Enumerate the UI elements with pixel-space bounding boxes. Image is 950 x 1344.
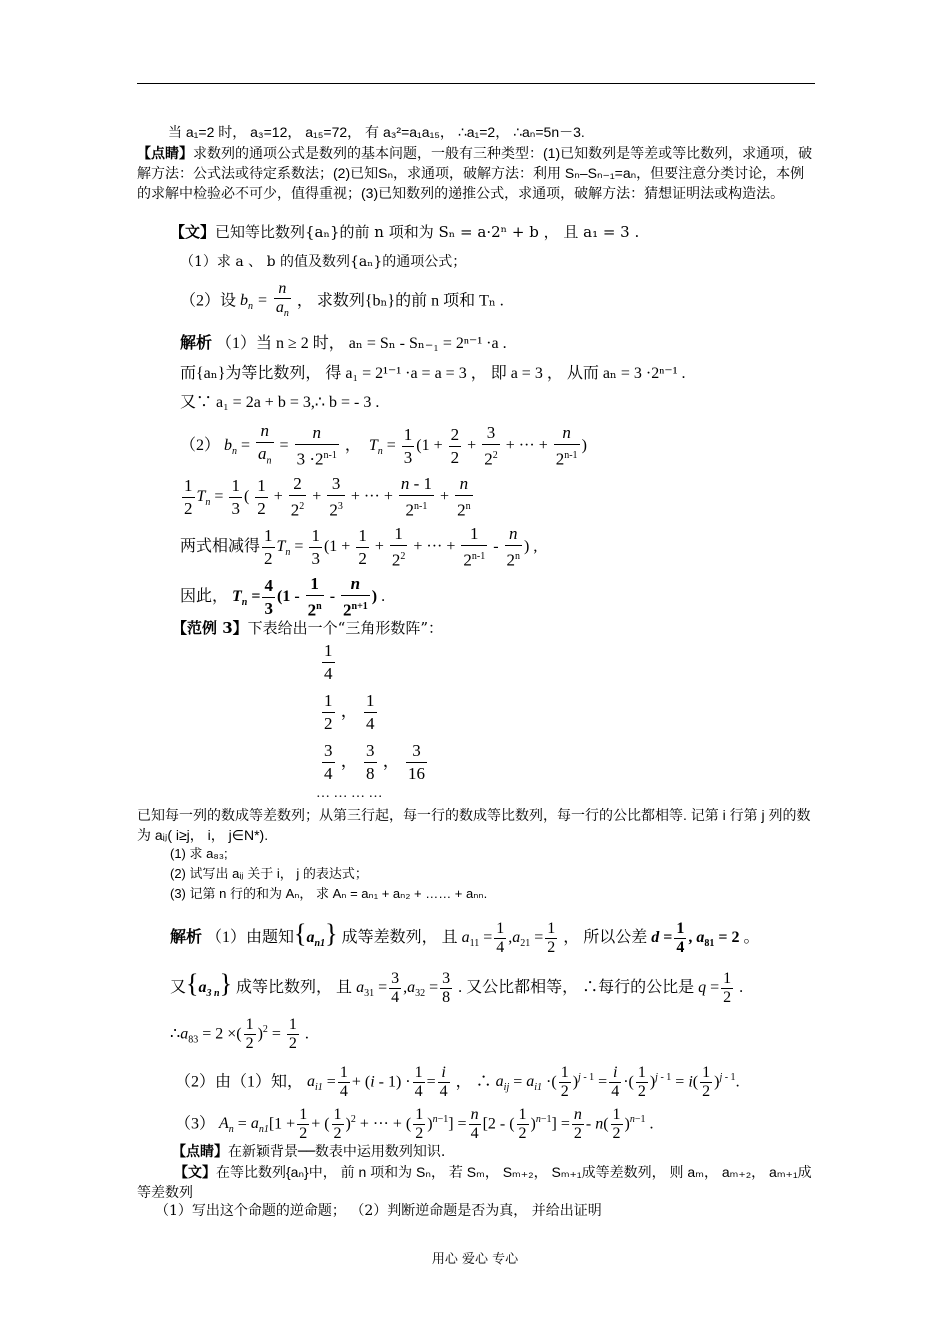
triangle-row-2: $\frac{1}{2}$ ， $\frac{1}{4}$ (324, 691, 375, 733)
triangle-row-1: $\frac{1}{4}$ (324, 641, 333, 683)
question-2 (180, 280, 860, 328)
t2-mid: 成等比数列， 且 (236, 979, 353, 996)
t4-prefix: （2）由（1）知， (175, 1073, 304, 1091)
step-7-result: 因此， $T_n$ = $\frac{4}{3}$ (1 - $\frac{1}{2^n}$ - $\frac{n}{2^{n+1}}$ ) . (180, 574, 386, 620)
note-paragraph-1 (137, 143, 817, 203)
analysis-2-line-3: $\therefore a_{83} = 2$ ×( $\frac{1}{2}$ )$^2$ = $\frac{1}{2}$ . (170, 1016, 309, 1053)
page-footer: 用心 爱心 专心 (431, 1252, 519, 1267)
analysis-2-line-4: （2）由（1）知， $a_{i1}$ = $\frac{1}{4}$ + (i - 1) · $\frac{1}{4}$ = $\frac{i}{4}$ ， ∴ $a_{ij} = a_{i1}$ ·( $\frac{1}{2}$ )$^{j - 1}$ = $\frac{i}{4}$ ·( $\frac{1}{2}$ )$^{j - 1}$ = i( $\frac{1}{2}$ )$^{j - 1}$. (175, 1064, 740, 1101)
analysis-1 (180, 334, 860, 354)
wen-tag: 【文】 (170, 223, 216, 241)
analysis-text: （1）当 n ≥ 2 时， aₙ = Sₙ - Sₙ₋₁ = 2ⁿ⁻¹ ·a . (216, 335, 507, 352)
fraction-n-over-an: $\frac{n}{a_n}$ (275, 280, 289, 320)
q2-prefix: （2）设 (180, 292, 237, 310)
step-6-prefix: 两式相减得 (180, 538, 261, 555)
step-6-subtract: 两式相减得 $\frac{1}{2}$ $T_n$ = $\frac{1}{3}$ (1 + $\frac{1}{2}$ + $\frac{1}{2^2}$ + ··· + $\frac{1}{2^{n-1}}$ - $\frac{n}{2^n}$ ) , (180, 524, 538, 570)
t1-suffix: ， 所以公差 (563, 929, 648, 946)
t1-prefix: （1）由题知 (206, 929, 295, 946)
step-4-prefix: （2） (180, 436, 221, 454)
analysis-2-line-2: 又$\{a_{3 n}\}$ 成等比数列， 且 $a_{31}$ = $\frac{3}{4}$ $,a_{32}$ = $\frac{3}{8}$ . 又公比都相等， ∴每行的公比是 q = $\frac{1}{2}$ . (170, 969, 744, 1006)
subquestion-3: (3) 记第 n 行的和为 Aₙ， 求 Aₙ = aₙ₁ + aₙ₂ + …… + aₙₙ. (170, 886, 488, 901)
t2-suffix: . 又公比都相等， ∴每行的公比是 (458, 979, 695, 996)
step-5-half-tn: $\frac{1}{2}$ $T_n$ = $\frac{1}{3}$ ( $\frac{1}{2}$ + $\frac{2}{2^2}$ + $\frac{3}{2^3}$ + ··· + $\frac{n - 1}{2^{n-1}}$ + $\frac{n}{2^n}$ (184, 474, 471, 520)
note-paragraph-2 (172, 1142, 852, 1162)
wen-2-text: 在等比数列{aₙ}中， 前 n 项和为 Sₙ， 若 Sₘ， Sₘ₊₂， Sₘ₊₁成等差数列， 则 aₘ， aₘ₊₂， aₘ₊₁成等差数列 (137, 1164, 812, 1200)
wen-text: 已知等比数列{aₙ}的前 n 项和为 Sₙ = a·2ⁿ + b ， 且 a₁ = 3 . (215, 223, 640, 241)
exercise-wen-2 (137, 1162, 817, 1202)
note-2-text: 在新颖背景──数表中运用数列知识. (228, 1144, 446, 1160)
note-tag: 【点睛】 (137, 145, 193, 161)
subquestion-2: (2) 试写出 aᵢⱼ 关于 i， j 的表达式； (170, 866, 368, 881)
wen-2-tag: 【文】 (174, 1164, 216, 1180)
example-tag: 【范例 3】 (172, 619, 248, 637)
triangle-row-3: $\frac{3}{4}$ ， $\frac{3}{8}$ ， $\frac{3}{16}$ (324, 741, 425, 783)
header-rule (137, 83, 815, 84)
t5-prefix: （3） (175, 1115, 216, 1133)
t2-prefix: 又 (170, 979, 187, 996)
analysis-2-line-1: 解析 （1）由题知$\{a_{n1}\}$ 成等差数列， 且 $a_{11}$ = $\frac{1}{4}$ $,a_{21}$ = $\frac{1}{2}$ ， 所以公差 d = $\frac{1}{4}$ , $a_{81} = 2$ 。 (170, 919, 760, 956)
step-7-prefix: 因此， (180, 588, 229, 605)
step-3: 又∵ a₁ = 2a + b = 3,∴ b = - 3 . (180, 394, 380, 411)
example-3-heading (172, 618, 852, 638)
note-text: 求数列的通项公式是数列的基本问题，一般有三种类型：(1)已知数列是等差或等比数列，求通项，破解方法：公式法或待定系数法；(2)已知Sₙ，求通项，破解方法：利用 Sₙ–Sₙ₋₁=aₙ，但要注意分类讨论，本例的求解中检验必不可少，值得重视；(3)已知数列的递推公式，求通项，破解方法：猜想证明法或构造法。 (137, 145, 813, 201)
exercise-wen-1 (170, 222, 850, 242)
t1-mid: 成等差数列， 且 (341, 929, 458, 946)
question-1: （1）求 a 、 b 的值及数列{aₙ}的通项公式； (180, 254, 467, 270)
bn-symbol: $b_n$ = (240, 292, 268, 313)
last-question: （1）写出这个命题的逆命题； （2）判断逆命题是否为真， 并给出证明 (155, 1203, 602, 1219)
example-text: 下表给出一个“三角形数阵”： (247, 619, 444, 637)
analysis-2-tag: 解析 (170, 929, 203, 946)
q2-suffix: ， 求数列{bₙ}的前 n 项和 Tₙ . (296, 292, 504, 310)
step-2: 而{aₙ}为等比数列， 得 a₁ = 2¹⁻¹ ·a = a = 3 ， 即 a = 3 ， 从而 aₙ = 3 ·2ⁿ⁻¹ . (180, 365, 686, 382)
analysis-tag: 解析 (180, 335, 213, 352)
line-solution-cont: 当 a₁=2 时， a₃=12， a₁₅=72， 有 a₃²=a₁a₁₅， ∴a₁=2， ∴aₙ=5n－3. (168, 124, 585, 140)
note-2-tag: 【点睛】 (172, 1144, 228, 1160)
analysis-2-line-5: （3） $A_n = a_{n1}[1$ + $\frac{1}{2}$ + ( $\frac{1}{2}$ )$^2$ + ··· + ( $\frac{1}{2}$ )$^{n-1}$] = $\frac{n}{4}$ [2 - ( $\frac{1}{2}$ )$^{n-1}$] = $\frac{n}{2}$ - n( $\frac{1}{2}$ )$^{n-1}$ . (175, 1106, 654, 1143)
step-4-bn-tn: （2） $b_n$ = $\frac{n}{a_n}$ = $\frac{n}{3 \cdot 2^{n-1}}$ ， $T_n$ = $\frac{1}{3}$ (1 + $\frac{2}{2}$ + $\frac{3}{2^2}$ + ··· + $\frac{n}{2^{n-1}}$ ) (180, 421, 587, 469)
triangle-dots: … … … … (316, 786, 383, 801)
subquestion-1: (1) 求 a₈₃; (170, 846, 228, 861)
problem-paragraph: 已知每一列的数成等差数列；从第三行起，每一行的数成等比数列，每一行的公比都相等. 记第 i 行第 j 列的数为 aᵢⱼ( i≥j， i， j∈N*). (137, 807, 811, 843)
